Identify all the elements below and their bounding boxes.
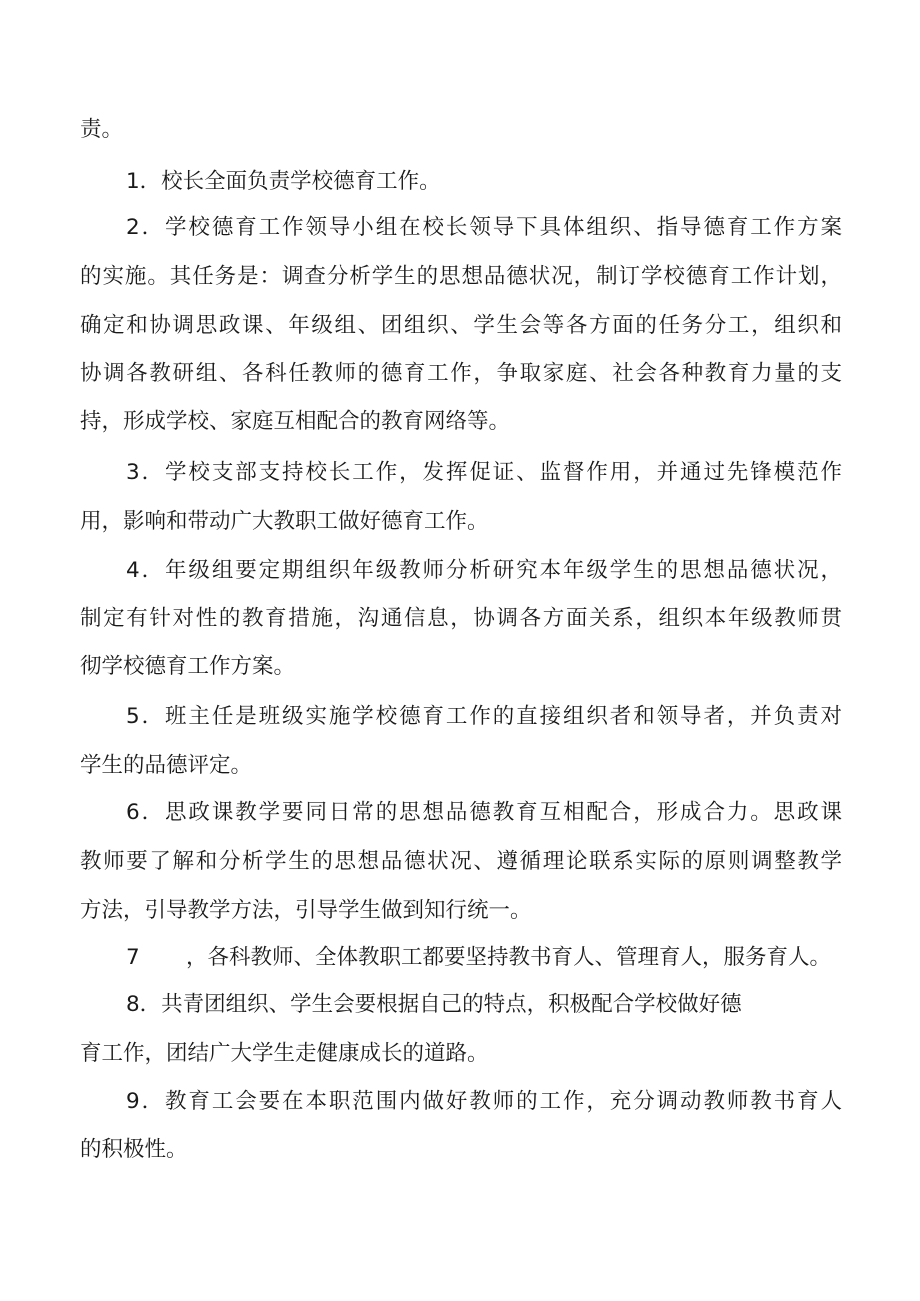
- text-line: 方法，引导教学方法，引导学生做到知行统一。: [80, 898, 532, 923]
- text-line: 育工作，团结广大学生走健康成长的道路。: [80, 1041, 489, 1066]
- item-number: 7: [126, 945, 140, 970]
- text-line: 2．学校德育工作领导小组在校长领导下具体组织、指导德育工作方案: [126, 215, 842, 240]
- text-line: 制定有针对性的教育措施，沟通信息，协调各方面关系，组织本年级教师贯: [80, 606, 842, 631]
- text-line: 持，形成学校、家庭互相配合的教育网络等。: [80, 409, 511, 434]
- text-line: 5．班主任是班级实施学校德育工作的直接组织者和领导者，并负责对: [126, 704, 842, 729]
- text-line: 的积极性。: [80, 1137, 188, 1162]
- text-line: 6．思政课教学要同日常的思想品德教育互相配合，形成合力。思政课: [126, 800, 842, 825]
- text-line: 确定和协调思政课、年级组、团组织、学生会等各方面的任务分工，组织和: [80, 313, 842, 338]
- text-line: 9．教育工会要在本职范围内做好教师的工作，充分调动教师教书育人: [126, 1089, 842, 1114]
- text-line: 4．年级组要定期组织年级教师分析研究本年级学生的思想品德状况，: [126, 558, 842, 583]
- text-line: ，各科教师、全体教职工都要坚持教书育人、管理育人，服务育人。: [186, 945, 832, 970]
- text-line: 8．共青团组织、学生会要根据自己的特点，积极配合学校做好德: [126, 992, 742, 1017]
- text-line: 教师要了解和分析学生的思想品德状况、遵循理论联系实际的原则调整教学: [80, 849, 842, 874]
- text-line: 责。: [80, 117, 124, 142]
- text-line: 学生的品德评定。: [80, 753, 253, 778]
- text-line: 彻学校德育工作方案。: [80, 654, 296, 679]
- text-line: 协调各教研组、各科任教师的德育工作，争取家庭、社会各种教育力量的支: [80, 361, 842, 386]
- text-line: 用，影响和带动广大教职工做好德育工作。: [80, 509, 489, 534]
- text-line: 的实施。其任务是：调查分析学生的思想品德状况，制订学校德育工作计划，: [80, 264, 842, 289]
- text-line: 3．学校支部支持校长工作，发挥促证、监督作用，并通过先锋模范作: [126, 460, 842, 485]
- text-line: 1．校长全面负责学校德育工作。: [126, 169, 441, 194]
